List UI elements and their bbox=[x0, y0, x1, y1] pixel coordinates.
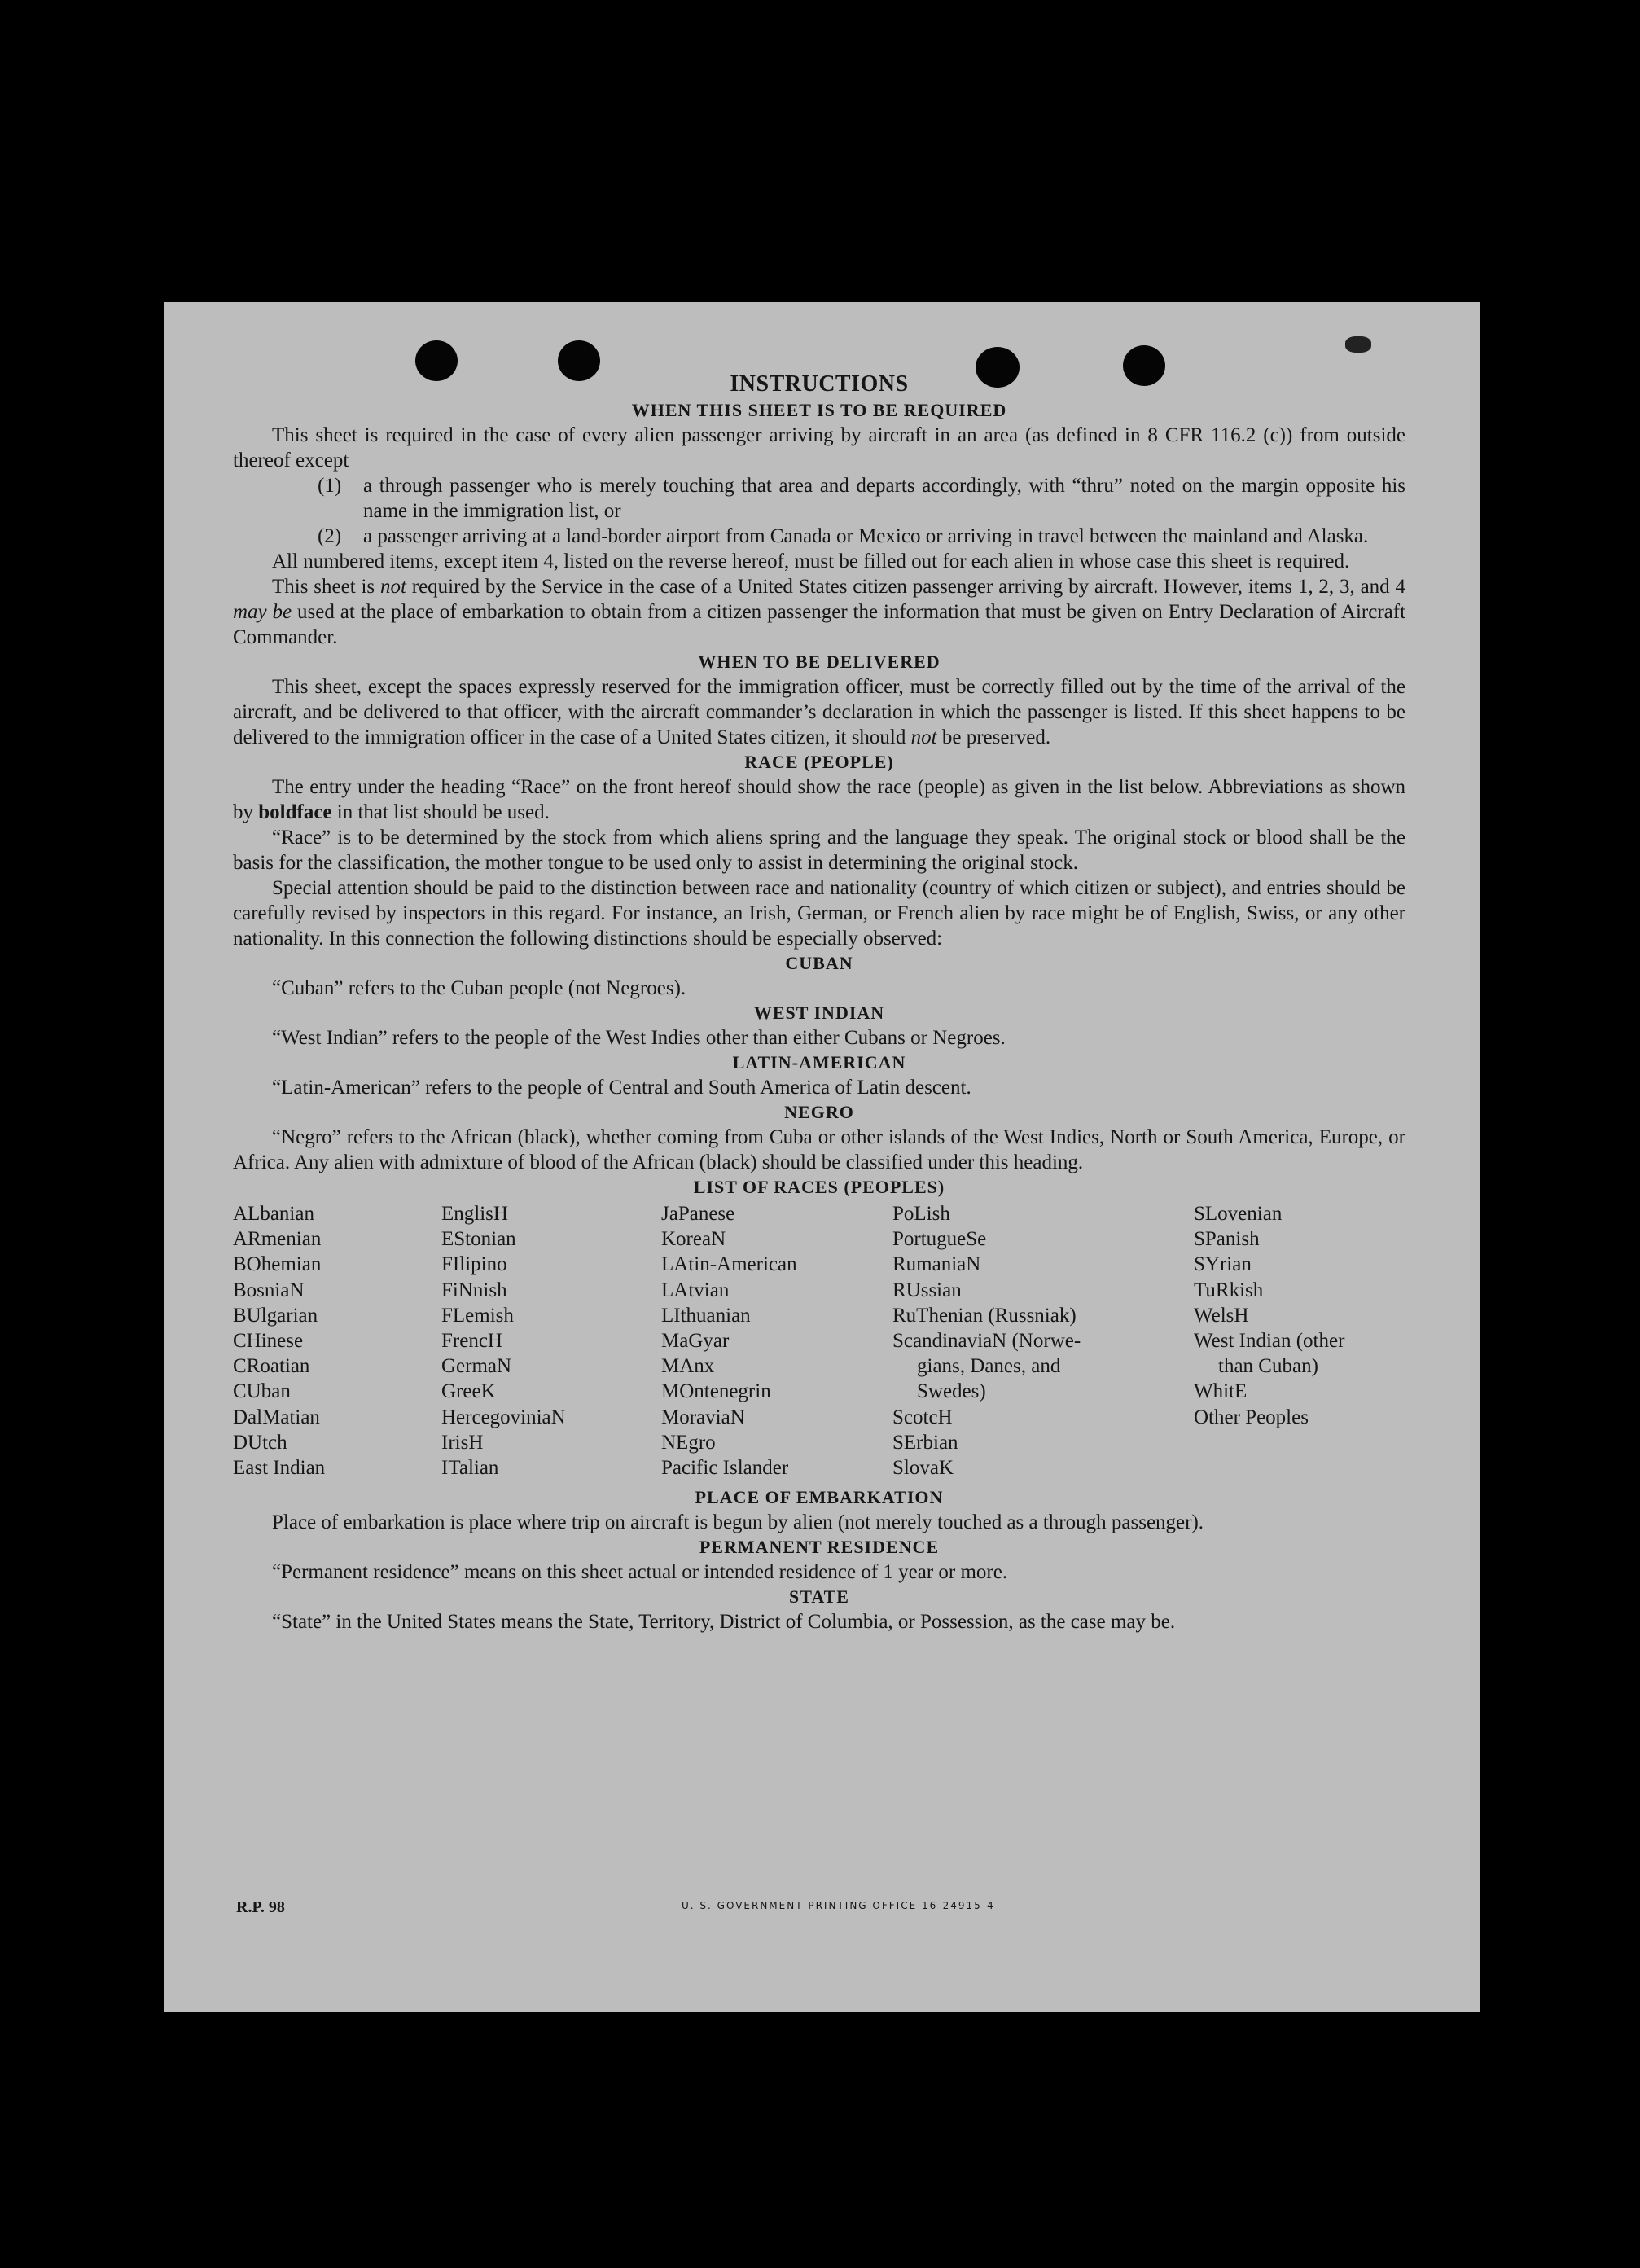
race-list bbox=[233, 1201, 1405, 1482]
race-entry: JaPanese bbox=[661, 1203, 735, 1225]
race-entry: MAnx bbox=[661, 1355, 715, 1378]
item-number: (2) bbox=[318, 525, 342, 547]
race-entry: SlovaK bbox=[892, 1457, 954, 1480]
paragraph: All numbered items, except item 4, listed on the reverse hereof, must be filled out for each alien in whose case this sheet is required. bbox=[272, 551, 1350, 572]
paragraph: “Race” is to be determined by the stock from which aliens spring and the language they speak. The original stock or blood shall be the basis for the classification, the mother tongue to be used only to assist in determining the original stock. bbox=[233, 827, 1405, 874]
form-number: R.P. 98 bbox=[236, 1898, 285, 1916]
paragraph: “Permanent residence” means on this sheet actual or intended residence of 1 year or more. bbox=[272, 1561, 1008, 1583]
race-entry: RumaniaN bbox=[892, 1253, 981, 1276]
section-heading: WHEN TO BE DELIVERED bbox=[698, 651, 941, 672]
race-entry: LAtvian bbox=[661, 1279, 730, 1301]
race-column bbox=[233, 1201, 325, 1481]
item-number: (1) bbox=[318, 475, 342, 497]
section-heading: CUBAN bbox=[785, 953, 853, 973]
section-heading: WHEN THIS SHEET IS TO BE REQUIRED bbox=[631, 400, 1007, 420]
race-entry: WhitE bbox=[1194, 1380, 1248, 1403]
race-entry: ARmenian bbox=[233, 1228, 322, 1251]
paragraph bbox=[233, 774, 1405, 825]
race-entry: GreeK bbox=[441, 1380, 496, 1403]
race-entry: East Indian bbox=[233, 1457, 326, 1480]
paragraph: “State” in the United States means the State, Territory, District of Columbia, or Possession, as the case may be. bbox=[272, 1611, 1176, 1633]
race-entry: CRoatian bbox=[233, 1355, 310, 1378]
race-entry-continued: Swedes) bbox=[917, 1380, 986, 1403]
page-title: INSTRUCTIONS bbox=[730, 371, 909, 397]
paragraph: This sheet is required in the case of every alien passenger arriving by aircraft in an area (as defined in 8 CFR 116.2 (c)) from outside thereof except bbox=[233, 424, 1405, 472]
text-run: This sheet, except the spaces expressly reserved for the immigration officer, must be correctly filled out by the time of the arrival of the aircraft, and be delivered to that officer, with the aircraft commander’s declaration in which the passenger is listed. If this sheet happens to be delivered to the immigration officer in the case of a United States citizen, it should bbox=[233, 676, 1405, 748]
text-run: in that list should be used. bbox=[331, 801, 550, 823]
race-entry: NEgro bbox=[661, 1431, 716, 1454]
emphasis: not bbox=[910, 726, 937, 748]
race-entry: KoreaN bbox=[661, 1228, 726, 1251]
instruction-sheet bbox=[164, 302, 1480, 2012]
race-entry: RuThenian (Russniak) bbox=[892, 1304, 1077, 1327]
section-heading: LIST OF RACES (PEOPLES) bbox=[693, 1177, 945, 1197]
race-column bbox=[892, 1201, 1081, 1481]
race-entry: Other Peoples bbox=[1194, 1406, 1309, 1428]
race-column bbox=[1194, 1201, 1344, 1430]
race-entry: FIlipino bbox=[441, 1253, 507, 1276]
race-entry: TuRkish bbox=[1194, 1279, 1264, 1301]
race-entry: ScandinaviaN (Norwe- bbox=[892, 1330, 1081, 1353]
race-entry: BOhemian bbox=[233, 1253, 322, 1276]
bold-text: boldface bbox=[258, 801, 332, 823]
race-entry: WelsH bbox=[1194, 1304, 1249, 1327]
paragraph: “Cuban” refers to the Cuban people (not Negroes). bbox=[272, 977, 686, 999]
race-entry: CHinese bbox=[233, 1330, 304, 1353]
race-entry: LAtin-American bbox=[661, 1253, 797, 1276]
section-heading: PLACE OF EMBARKATION bbox=[695, 1487, 944, 1507]
race-entry: HercegoviniaN bbox=[441, 1406, 566, 1428]
paragraph: “Negro” refers to the African (black), whether coming from Cuba or other islands of the West Indies, North or South America, Europe, or Africa. Any alien with admixture of blood of the African (black) should be classified under this heading. bbox=[233, 1126, 1405, 1173]
list-item bbox=[233, 524, 1405, 549]
paragraph bbox=[233, 674, 1405, 750]
race-entry: DUtch bbox=[233, 1431, 287, 1454]
emphasis: may be bbox=[233, 601, 292, 623]
item-text: a through passenger who is merely touching that area and departs accordingly, with “thru” noted on the margin opposite his name in the immigration list, or bbox=[363, 475, 1405, 522]
paragraph: “Latin-American” refers to the people of Central and South America of Latin descent. bbox=[272, 1077, 971, 1099]
section-heading: LATIN-AMERICAN bbox=[732, 1052, 906, 1073]
race-entry: West Indian (other bbox=[1194, 1330, 1345, 1353]
printing-office-line: U. S. GOVERNMENT PRINTING OFFICE 16-24915-4 bbox=[682, 1900, 995, 1911]
race-entry: EnglisH bbox=[441, 1203, 508, 1225]
section-heading: STATE bbox=[789, 1586, 849, 1607]
race-entry: SYrian bbox=[1194, 1253, 1252, 1276]
race-entry: MaGyar bbox=[661, 1330, 730, 1353]
paragraph: Place of embarkation is place where trip on aircraft is begun by alien (not merely touched as a through passenger). bbox=[272, 1511, 1204, 1533]
race-entry: LIthuanian bbox=[661, 1304, 751, 1327]
text-run: required by the Service in the case of a United States citizen passenger arriving by aircraft. However, items 1, 2, 3, and 4 bbox=[406, 576, 1405, 598]
race-entry: IrisH bbox=[441, 1431, 484, 1454]
text-run: be preserved. bbox=[936, 726, 1051, 748]
race-entry: ALbanian bbox=[233, 1203, 314, 1225]
race-entry: PoLish bbox=[892, 1203, 950, 1225]
race-entry: MOntenegrin bbox=[661, 1380, 771, 1403]
race-entry: SLovenian bbox=[1194, 1203, 1283, 1225]
race-entry: CUban bbox=[233, 1380, 291, 1403]
text-run: The entry under the heading “Race” on the front hereof should show the race (people) as given in the list below. Abbreviations as shown by bbox=[233, 776, 1405, 823]
ink-smudge bbox=[1345, 336, 1371, 353]
paragraph: Special attention should be paid to the distinction between race and nationality (country of which citizen or subject), and entries should be carefully revised by inspectors in this regard. For instance, an Irish, German, or French alien by race might be of English, Swiss, or any other nationality. In this connection the following distinctions should be especially observed: bbox=[233, 877, 1405, 950]
paragraph: “West Indian” refers to the people of the West Indies other than either Cubans or Negroes. bbox=[272, 1027, 1006, 1049]
race-entry: ScotcH bbox=[892, 1406, 953, 1428]
race-entry: Pacific Islander bbox=[661, 1457, 789, 1480]
race-entry-continued: gians, Danes, and bbox=[917, 1355, 1061, 1378]
race-entry: FiNnish bbox=[441, 1279, 507, 1301]
emphasis: not bbox=[379, 576, 406, 598]
paragraph bbox=[233, 574, 1405, 650]
list-item bbox=[233, 473, 1405, 524]
section-heading: PERMANENT RESIDENCE bbox=[699, 1537, 940, 1557]
race-entry: GermaN bbox=[441, 1355, 512, 1378]
race-entry: BosniaN bbox=[233, 1279, 305, 1301]
section-heading: WEST INDIAN bbox=[753, 1002, 885, 1023]
race-entry: EStonian bbox=[441, 1228, 516, 1251]
race-column bbox=[441, 1201, 566, 1481]
item-text: a passenger arriving at a land-border airport from Canada or Mexico or arriving in travel between the mainland and Alaska. bbox=[363, 525, 1369, 547]
section-heading: NEGRO bbox=[784, 1102, 854, 1122]
text-run: used at the place of embarkation to obtain from a citizen passenger the information that must be given on Entry Declaration of Aircraft Commander. bbox=[233, 601, 1406, 648]
text-run: This sheet is bbox=[272, 576, 380, 598]
race-entry-continued: than Cuban) bbox=[1218, 1355, 1318, 1378]
race-entry: RUssian bbox=[892, 1279, 962, 1301]
race-entry: PortugueSe bbox=[892, 1228, 987, 1251]
race-entry: SErbian bbox=[892, 1431, 958, 1454]
race-entry: SPanish bbox=[1194, 1228, 1260, 1251]
race-entry: ITalian bbox=[441, 1457, 499, 1480]
race-entry: FLemish bbox=[441, 1304, 514, 1327]
section-heading: RACE (PEOPLE) bbox=[744, 752, 894, 772]
race-entry: FrencH bbox=[441, 1330, 502, 1353]
race-entry: DalMatian bbox=[233, 1406, 320, 1428]
race-column bbox=[661, 1201, 797, 1481]
race-entry: MoraviaN bbox=[661, 1406, 745, 1428]
instructions-content bbox=[233, 371, 1405, 1634]
race-entry: BUlgarian bbox=[233, 1304, 318, 1327]
